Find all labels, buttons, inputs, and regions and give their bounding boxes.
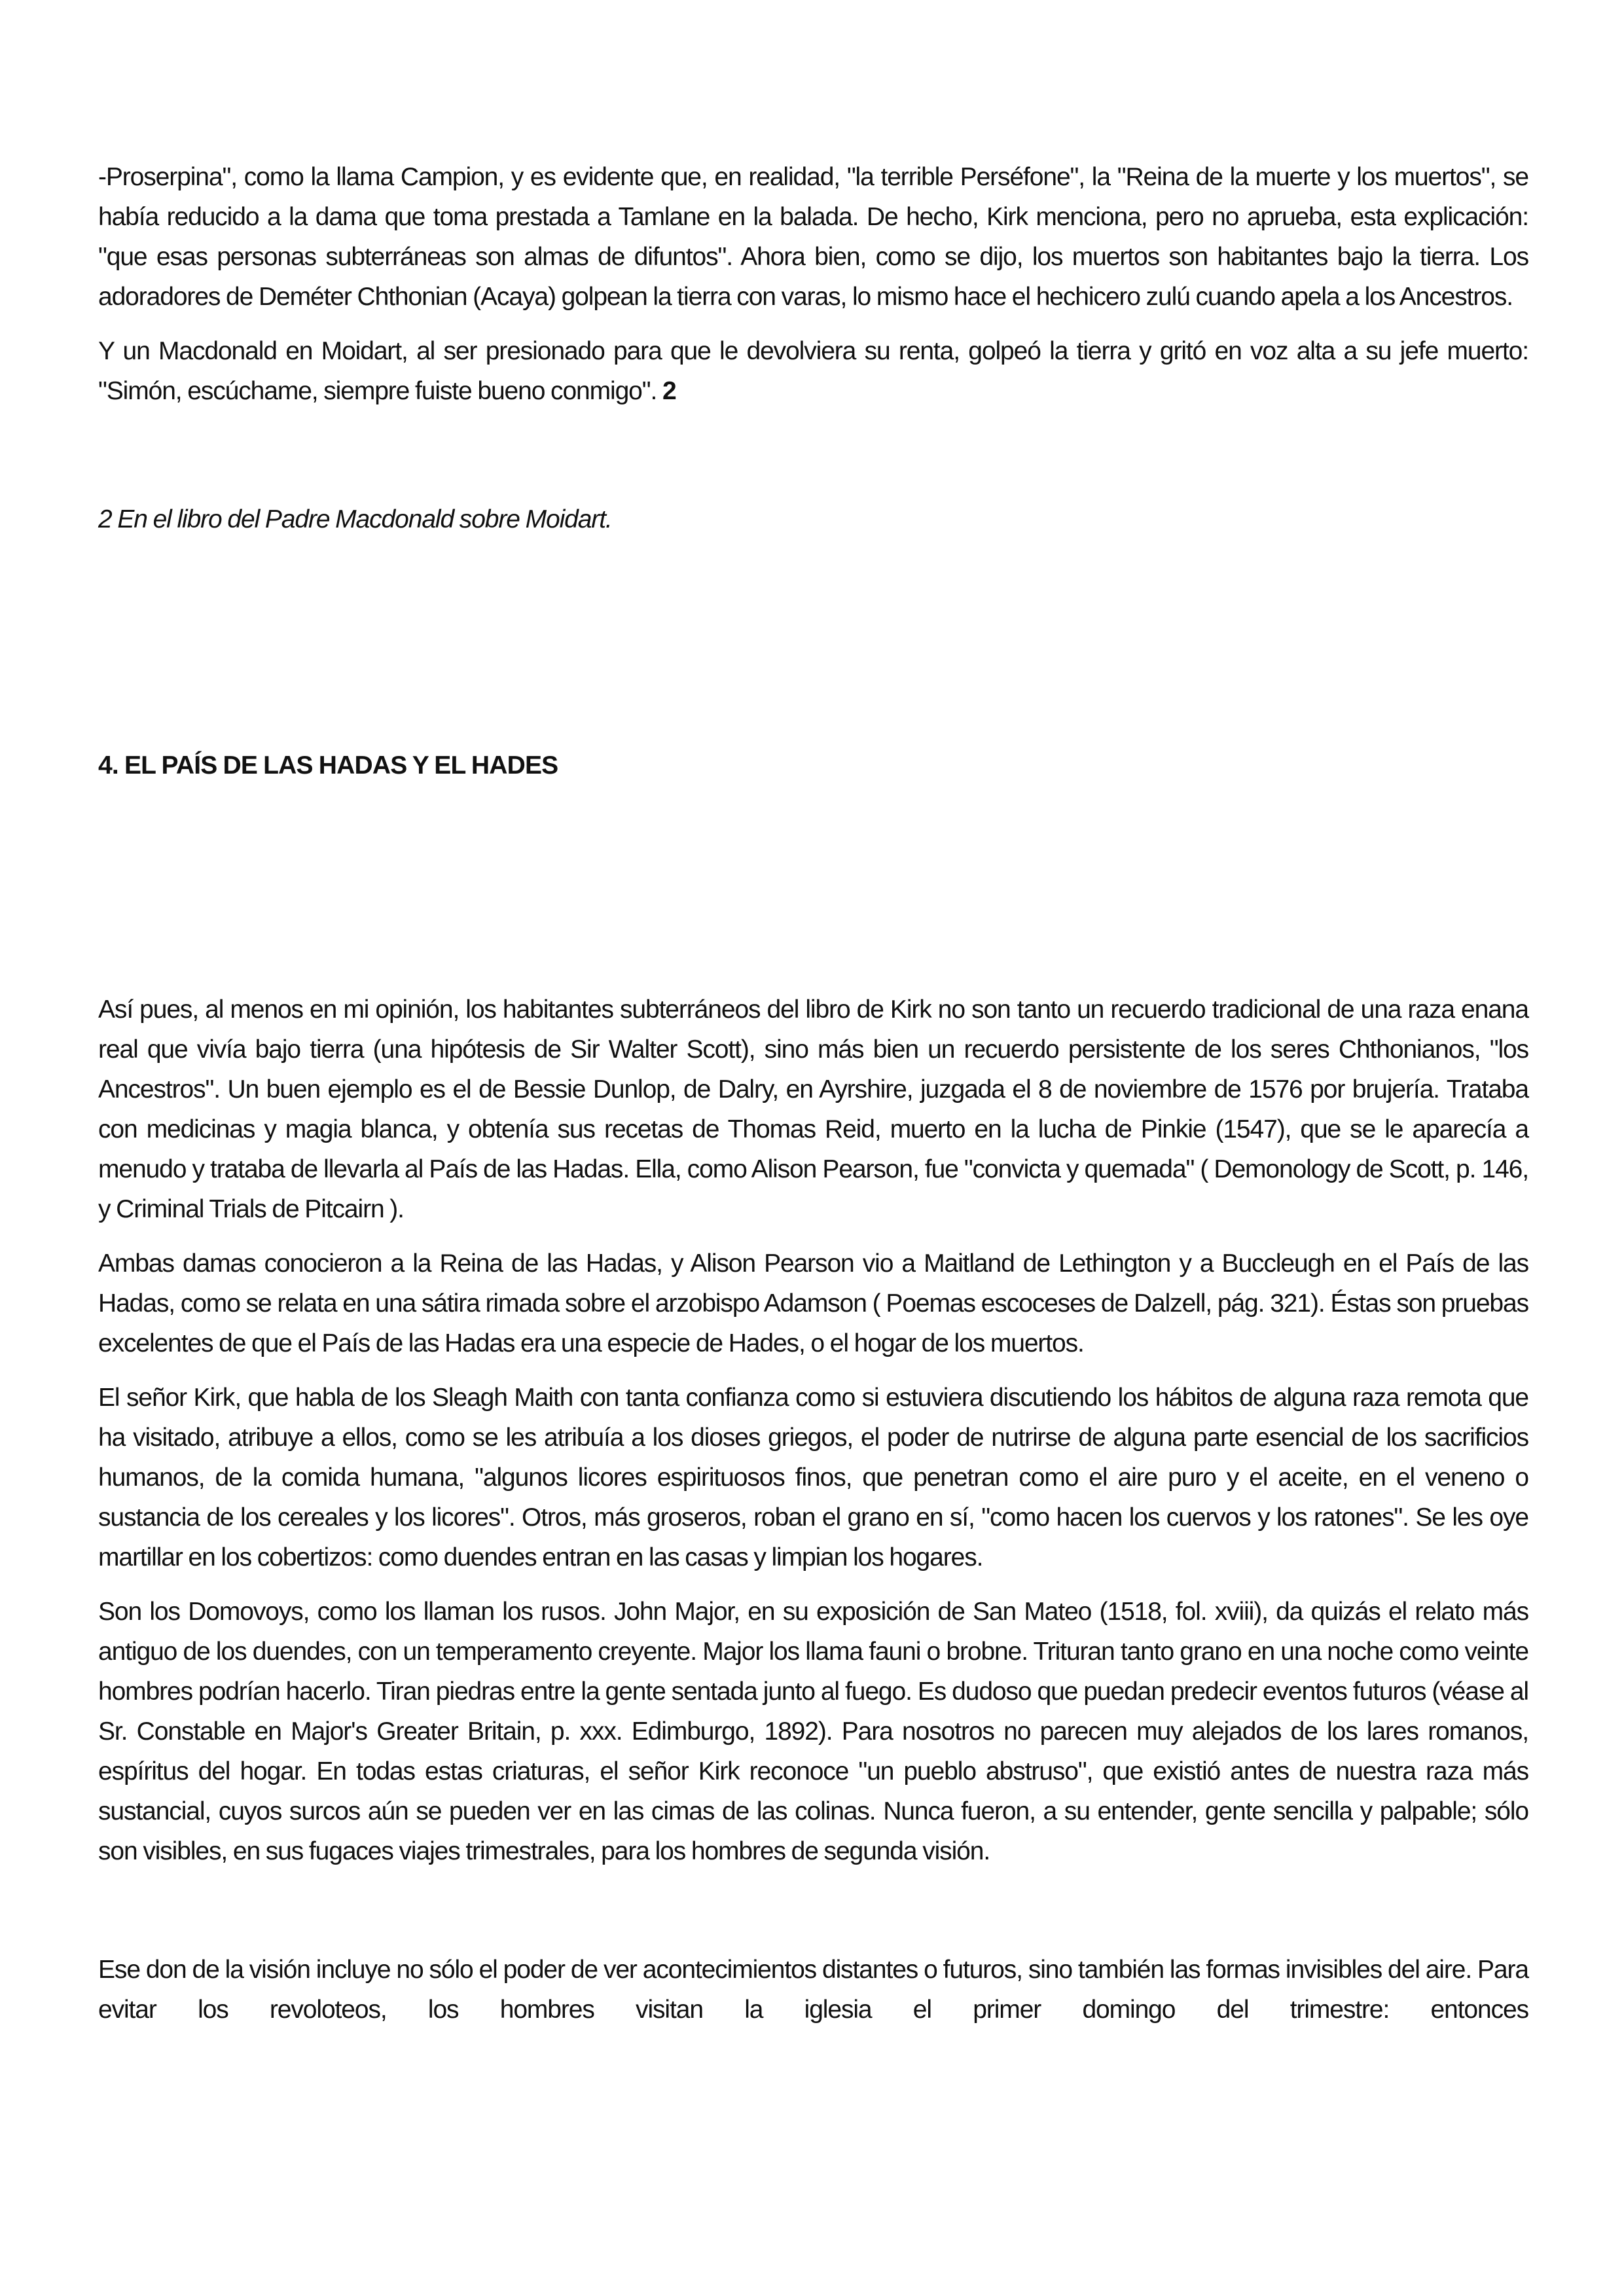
paragraph-domovoys: Son los Domovoys, como los llaman los rusos. John Major, en su exposición de San Mateo (1518, fol. xviii), da quizás el relato más antiguo de los duendes, con un temperamento creyente. Major los llama fauni o brobne. Trituran tanto grano en una noche como veinte hombres podrían hacerlo. Tiran piedras entre la gente sentada junto al fuego. Es dudoso que puedan predecir eventos futuros (véase al Sr. Constable en Major's Greater Britain, p. xxx. Edimburgo, 1892). Para nosotros no parecen muy alejados de los lares romanos, espíritus del hogar. En todas estas criaturas, el señor Kirk reconoce "un pueblo abstruso", que existió antes de nuestra raza más sustancial, cuyos surcos aún se pueden ver en las cimas de las colinas. Nunca fueron, a su entender, gente sencilla y palpable; sólo son visibles, en sus fugaces viajes trimestrales, para los hombres de segunda visión. bbox=[98, 1598, 1528, 1865]
paragraph-sleagh-maith: El señor Kirk, que habla de los Sleagh Maith con tanta confianza como si estuviera discutiendo los hábitos de alguna raza remota que ha visitado, atribuye a ellos, como se les atribuía a los dioses griegos, el poder de nutrirse de alguna parte esencial de los sacrificios humanos, de la comida humana, "algunos licores espirituosos finos, que penetran como el aire puro y el aceite, en el veneno o sustancia de los cereales y los licores". Otros, más groseros, roban el grano en sí, "como hacen los cuervos y los ratones". Se les oye martillar en los cobertizos: como duendes entran en las casas y limpian los hogares. bbox=[98, 1384, 1528, 1571]
footnote: 2 En el libro del Padre Macdonald sobre Moidart. bbox=[98, 505, 612, 533]
paragraph-ambas-damas: Ambas damas conocieron a la Reina de las Hadas, y Alison Pearson vio a Maitland de Lethington y a Buccleugh en el País de las Hadas, como se relata en una sátira rimada sobre el arzobispo Adamson ( Poemas escoceses de Dalzell, pág. 321). Éstas son pruebas excelentes de que el País de las Hadas era una especie de Hades, o el hogar de los muertos. bbox=[98, 1249, 1528, 1357]
paragraph-don-vision: Ese don de la visión incluye no sólo el poder de ver acontecimientos distantes o futuros, sino también las formas invisibles del aire. Para evitar los revoloteos, los hombres visitan la iglesia el primer domingo del trimestre: entonces bbox=[98, 1956, 1528, 2024]
paragraph-kirk-habitantes: Así pues, al menos en mi opinión, los habitantes subterráneos del libro de Kirk no son tanto un recuerdo tradicional de una raza enana real que vivía bajo tierra (una hipótesis de Sir Walter Scott), sino más bien un recuerdo persistente de los seres Chthonianos, "los Ancestros". Un buen ejemplo es el de Bessie Dunlop, de Dalry, en Ayrshire, juzgada el 8 de noviembre de 1576 por brujería. Trataba con medicinas y magia blanca, y obtenía sus recetas de Thomas Reid, muerto en la lucha de Pinkie (1547), que se le aparecía a menudo y trataba de llevarla al País de las Hadas. Ella, como Alison Pearson, fue "convicta y quemada" ( Demonology de Scott, p. 146, y Criminal Trials de Pitcairn ). bbox=[98, 996, 1528, 1223]
section-heading: 4. EL PAÍS DE LAS HADAS Y EL HADES bbox=[98, 751, 558, 780]
paragraph-macdonald-text: Y un Macdonald en Moidart, al ser presionado para que le devolviera su renta, golpeó la tierra y gritó en voz alta a su jefe muerto: "Simón, escúchame, siempre fuiste bueno conmigo". bbox=[98, 337, 1528, 405]
footnote-reference[interactable]: 2 bbox=[662, 377, 676, 405]
paragraph-macdonald bbox=[98, 331, 1528, 411]
document-page bbox=[98, 157, 1528, 2044]
paragraph-proserpina: -Proserpina", como la llama Campion, y es evidente que, en realidad, "la terrible Perséfone", la "Reina de la muerte y los muertos", se había reducido a la dama que toma prestada a Tamlane en la balada. De hecho, Kirk menciona, pero no aprueba, esta explicación: "que esas personas subterráneas son almas de difuntos". Ahora bien, como se dijo, los muertos son habitantes bajo la tierra. Los adoradores de Deméter Chthonian (Acaya) golpean la tierra con varas, lo mismo hace el hechicero zulú cuando apela a los Ancestros. bbox=[98, 163, 1528, 311]
